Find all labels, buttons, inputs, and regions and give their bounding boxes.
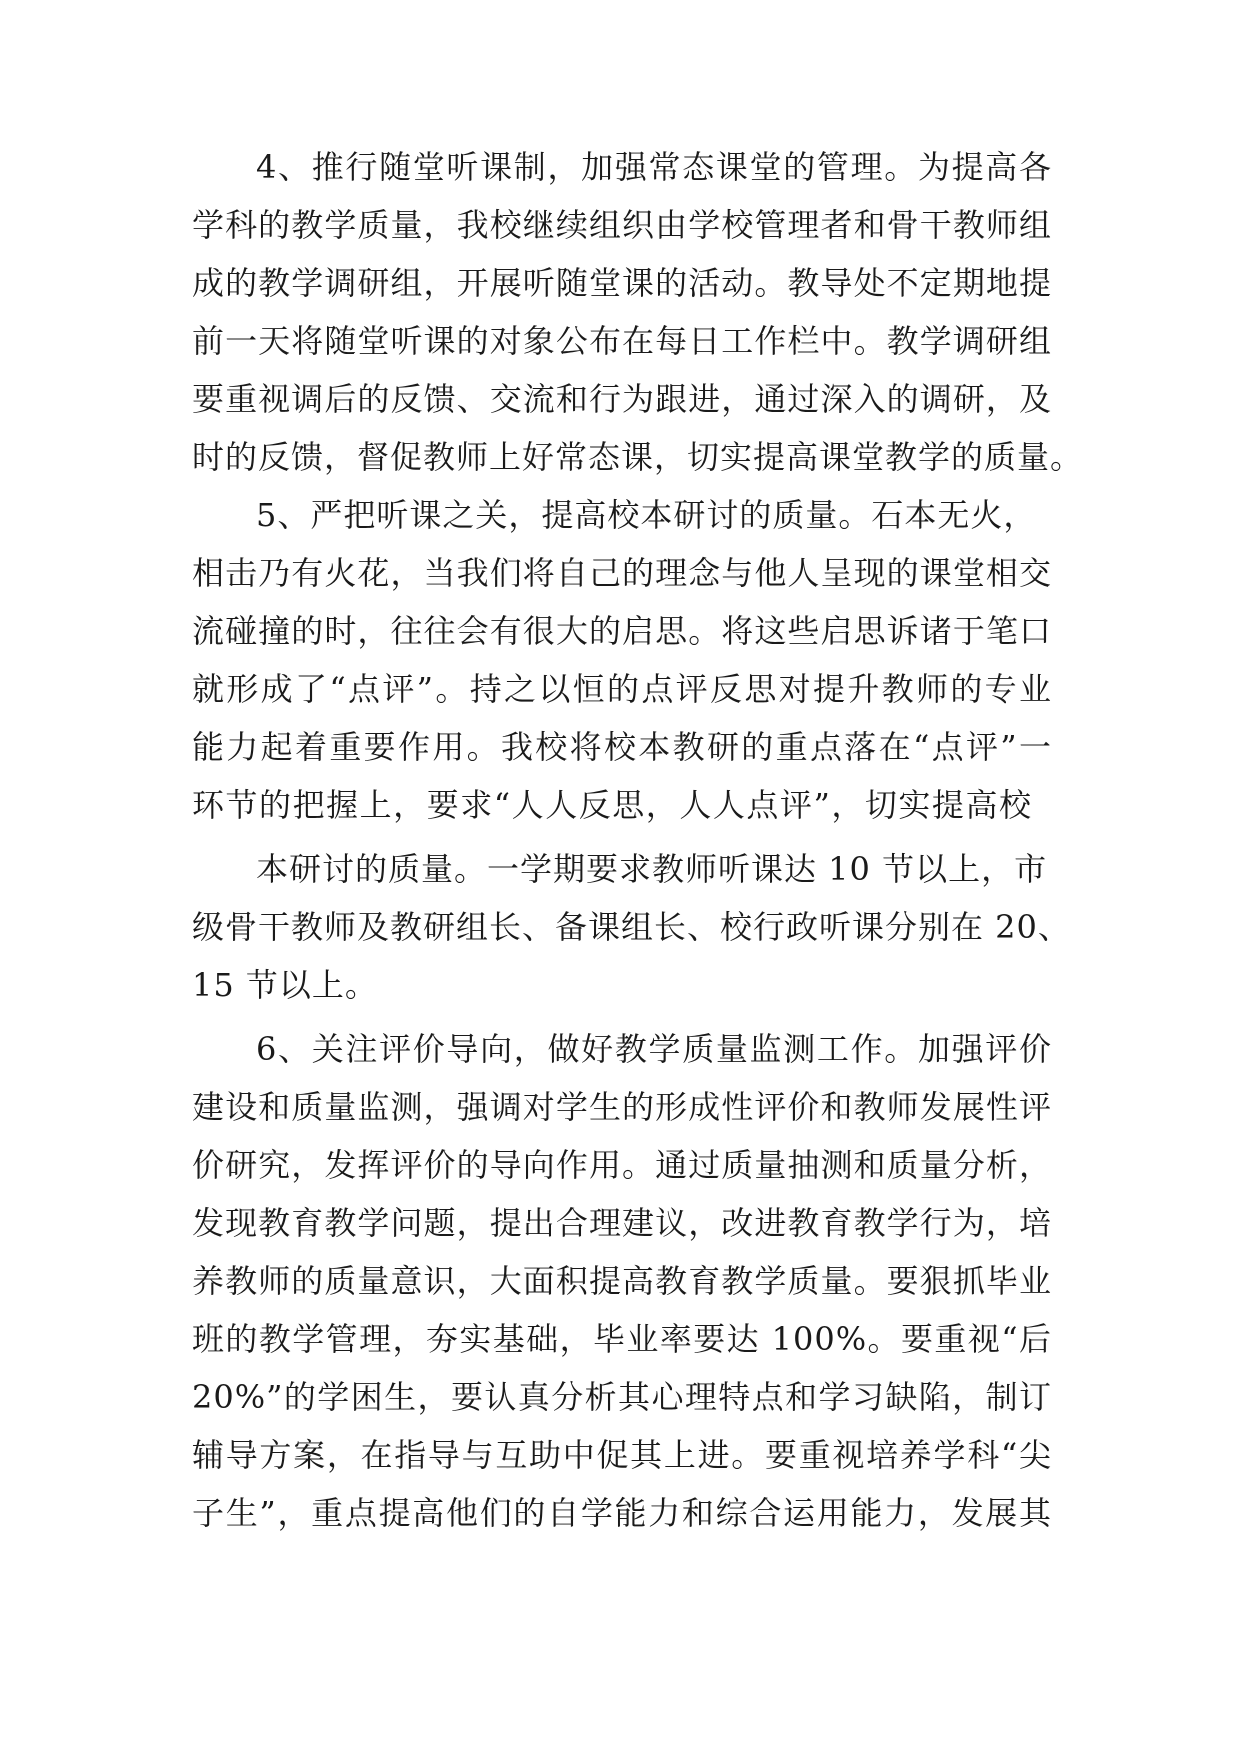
- text-line-7: 5、严把听课之关，提高校本研讨的质量。石本无火，: [256, 496, 1037, 534]
- text-line-14: 级骨干教师及教研组长、备课组长、校行政听课分别在 20、: [192, 908, 1071, 946]
- text-line-22: 20%”的学困生，要认真分析其心理特点和学习缺陷，制订: [192, 1378, 1052, 1416]
- text-line-20: 养教师的质量意识，大面积提高教育教学质量。要狠抓毕业: [192, 1262, 1052, 1300]
- text-line-18: 价研究，发挥评价的导向作用。通过质量抽测和质量分析，: [192, 1146, 1052, 1184]
- text-line-24: 子生”，重点提高他们的自学能力和综合运用能力，发展其: [192, 1494, 1052, 1532]
- text-line-23: 辅导方案，在指导与互助中促其上进。要重视培养学科“尖: [192, 1436, 1052, 1474]
- text-line-19: 发现教育教学问题，提出合理建议，改进教育教学行为，培: [192, 1204, 1052, 1242]
- text-line-8: 相击乃有火花，当我们将自己的理念与他人呈现的课堂相交: [192, 554, 1052, 592]
- text-line-5: 要重视调后的反馈、交流和行为跟进，通过深入的调研，及: [192, 380, 1052, 418]
- text-line-21: 班的教学管理，夯实基础，毕业率要达 100%。要重视“后: [192, 1320, 1052, 1358]
- text-line-16: 6、关注评价导向，做好教学质量监测工作。加强评价: [256, 1030, 1052, 1068]
- text-line-1: 4、推行随堂听课制，加强常态课堂的管理。为提高各: [256, 148, 1052, 186]
- text-line-11: 能力起着重要作用。我校将校本教研的重点落在“点评”一: [192, 728, 1052, 766]
- text-line-17: 建设和质量监测，强调对学生的形成性评价和教师发展性评: [192, 1088, 1052, 1126]
- text-line-10: 就形成了“点评”。持之以恒的点评反思对提升教师的专业: [192, 670, 1052, 708]
- text-line-3: 成的教学调研组，开展听随堂课的活动。教导处不定期地提: [192, 264, 1052, 302]
- text-line-15: 15 节以上。: [192, 966, 378, 1004]
- text-line-9: 流碰撞的时，往往会有很大的启思。将这些启思诉诸于笔口: [192, 612, 1052, 650]
- text-line-6: 时的反馈，督促教师上好常态课，切实提高课堂教学的质量。: [192, 438, 1084, 476]
- text-line-13: 本研讨的质量。一学期要求教师听课达 10 节以上，市: [256, 850, 1048, 888]
- text-line-2: 学科的教学质量，我校继续组织由学校管理者和骨干教师组: [192, 206, 1052, 244]
- text-line-4: 前一天将随堂听课的对象公布在每日工作栏中。教学调研组: [192, 322, 1052, 360]
- text-line-12: 环节的把握上，要求“人人反思，人人点评”，切实提高校: [192, 786, 1032, 824]
